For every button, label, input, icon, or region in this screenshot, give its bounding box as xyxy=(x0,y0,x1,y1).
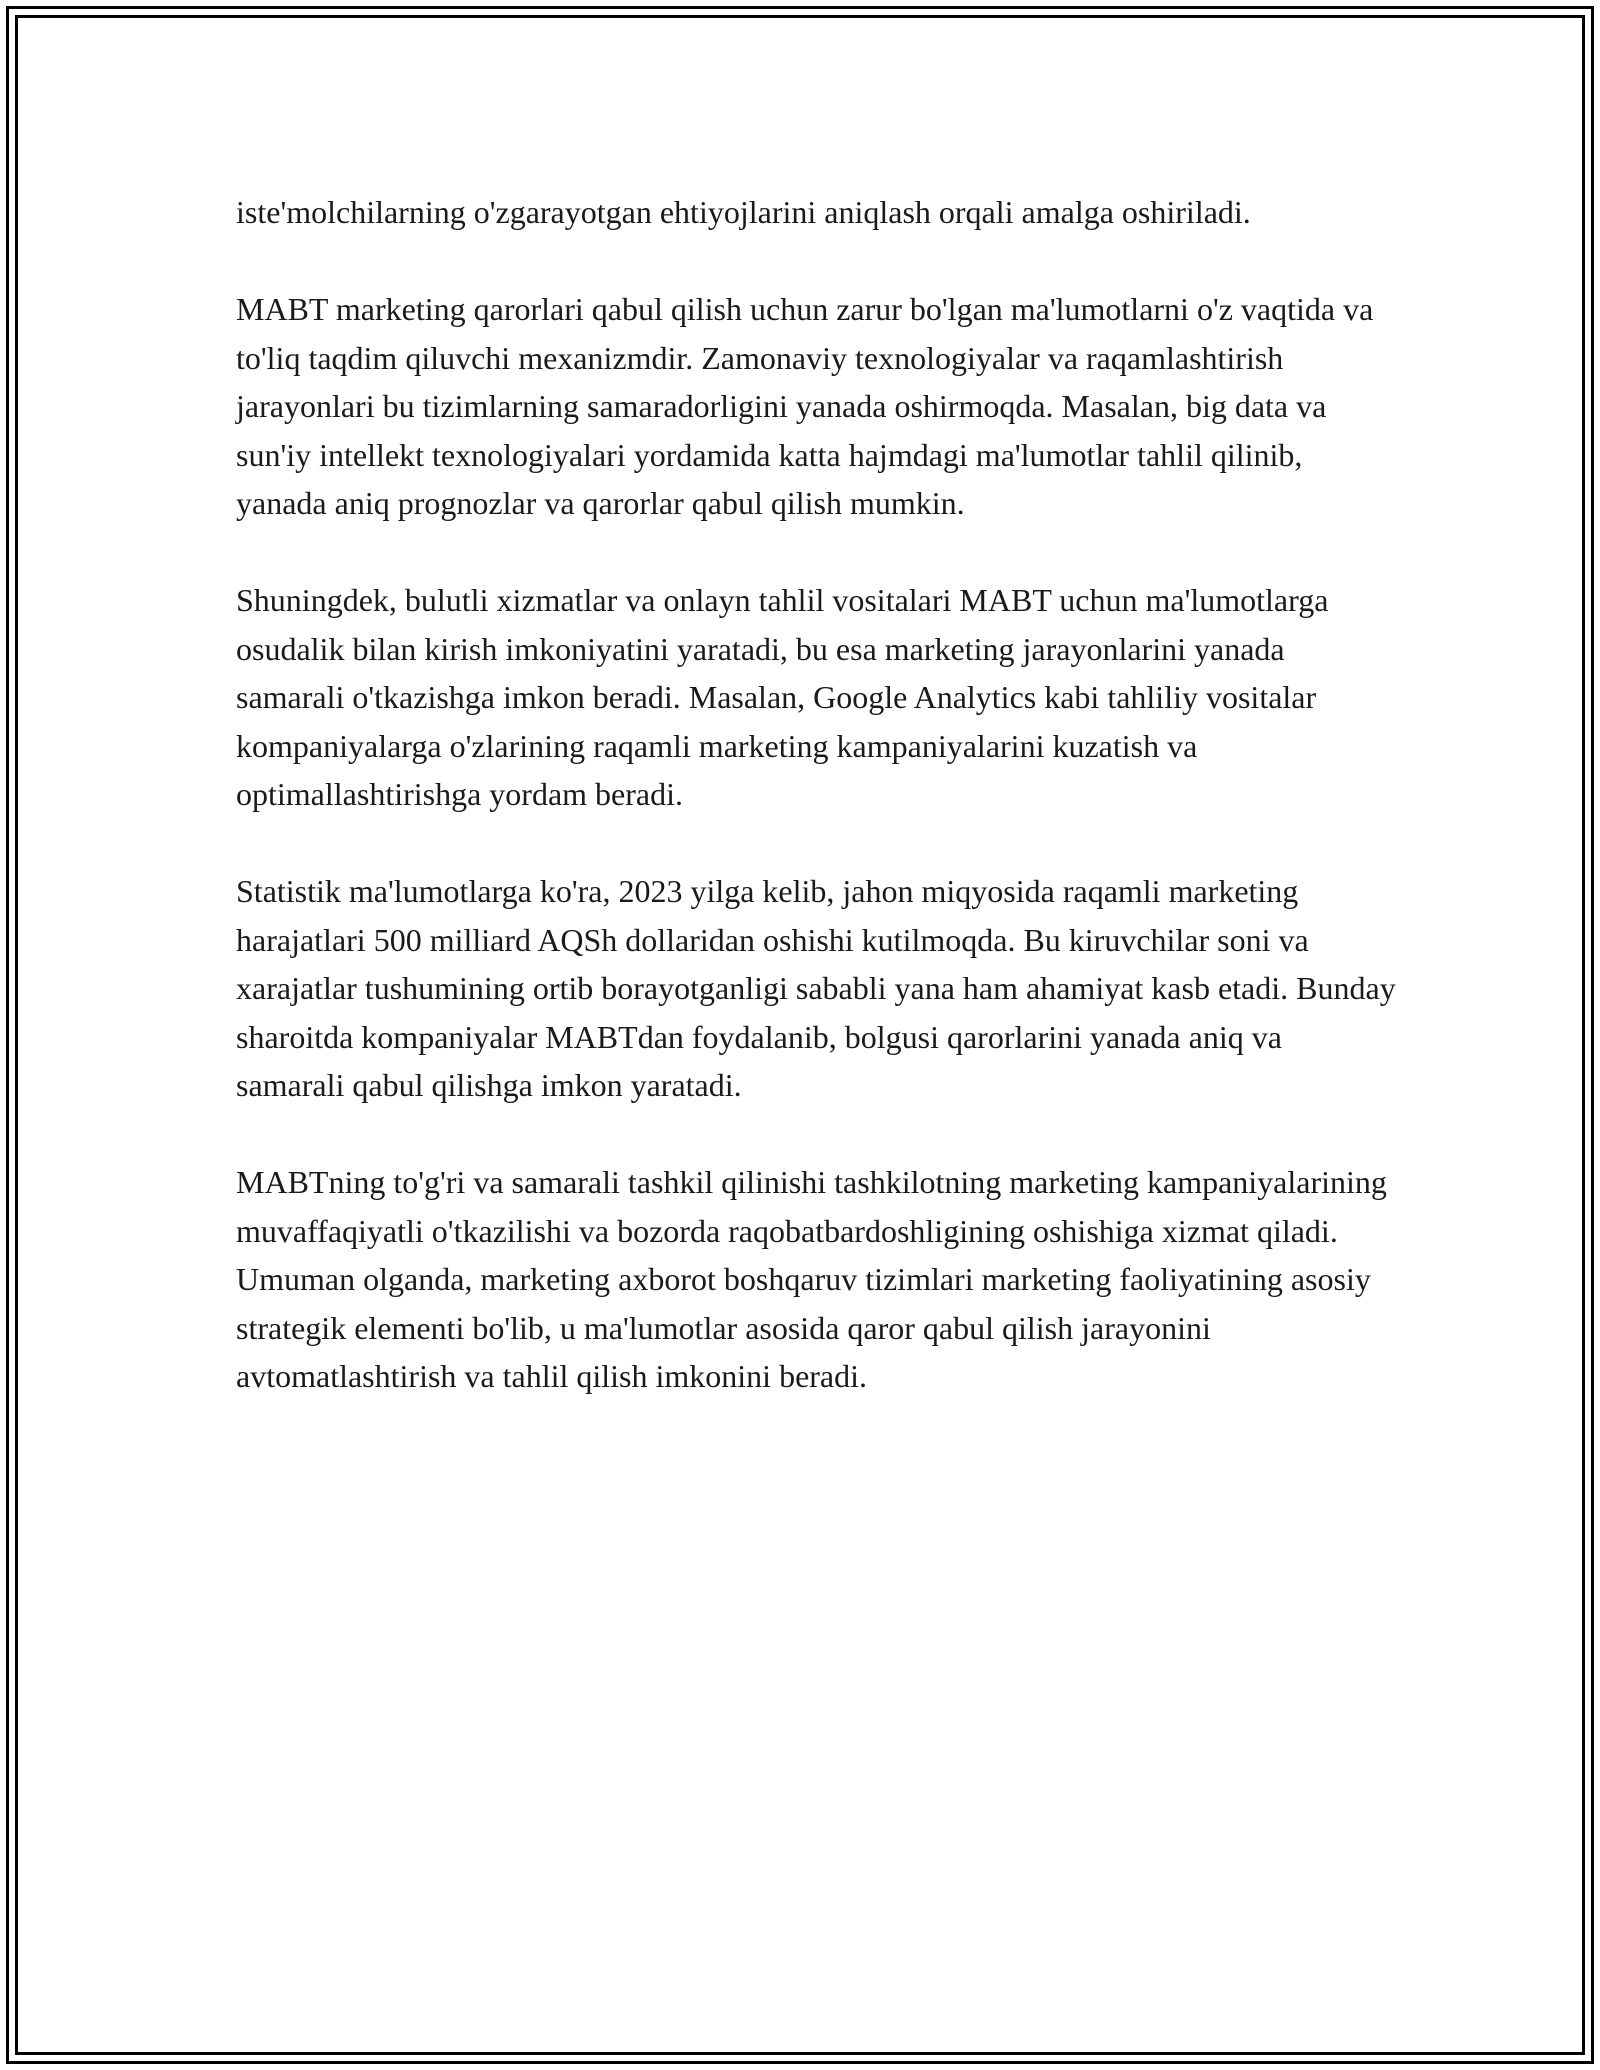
document-body xyxy=(236,188,1396,1401)
paragraph-2: MABT marketing qarorlari qabul qilish uchun zarur bo'lgan ma'lumotlarni o'z vaqtida va to'liq taqdim qiluvchi mexanizmdir. Zamonaviy texnologiyalar va raqamlashtirish jarayonlari bu tizimlarning samaradorligini yanada oshirmoqda. Masalan, big data va sun'iy intellekt texnologiyalari yordamida katta hajmdagi ma'lumotlar tahlil qilinib, yanada aniq prognozlar va qarorlar qabul qilish mumkin. xyxy=(236,291,1374,521)
paragraph-4: Statistik ma'lumotlarga ko'ra, 2023 yilga kelib, jahon miqyosida raqamli marketing harajatlari 500 milliard AQSh dollaridan oshishi kutilmoqda. Bu kiruvchilar soni va xarajatlar tushumining ortib borayotganligi sababli yana ham ahamiyat kasb etadi. Bunday sharoitda kompaniyalar MABTdan foydalanib, bolgusi qarorlarini yanada aniq va samarali qabul qilishga imkon yaratadi. xyxy=(236,873,1396,1103)
paragraph-5: MABTning to'g'ri va samarali tashkil qilinishi tashkilotning marketing kampaniyalarining muvaffaqiyatli o'tkazilishi va bozorda raqobatbardoshligining oshishiga xizmat qiladi. Umuman olganda, marketing axborot boshqaruv tizimlari marketing faoliyatining asosiy strategik elementi bo'lib, u ma'lumotlar asosida qaror qabul qilish jarayonini avtomatlashtirish va tahlil qilish imkonini beradi. xyxy=(236,1164,1387,1394)
paragraph-3: Shuningdek, bulutli xizmatlar va onlayn tahlil vositalari MABT uchun ma'lumotlarga osudalik bilan kirish imkoniyatini yaratadi, bu esa marketing jarayonlarini yanada samarali o'tkazishga imkon beradi. Masalan, Google Analytics kabi tahliliy vositalar kompaniyalarga o'zlarining raqamli marketing kampaniyalarini kuzatish va optimallashtirishga yordam beradi. xyxy=(236,582,1329,812)
paragraph-1: iste'molchilarning o'zgarayotgan ehtiyojlarini aniqlash orqali amalga oshiriladi. xyxy=(236,194,1251,230)
